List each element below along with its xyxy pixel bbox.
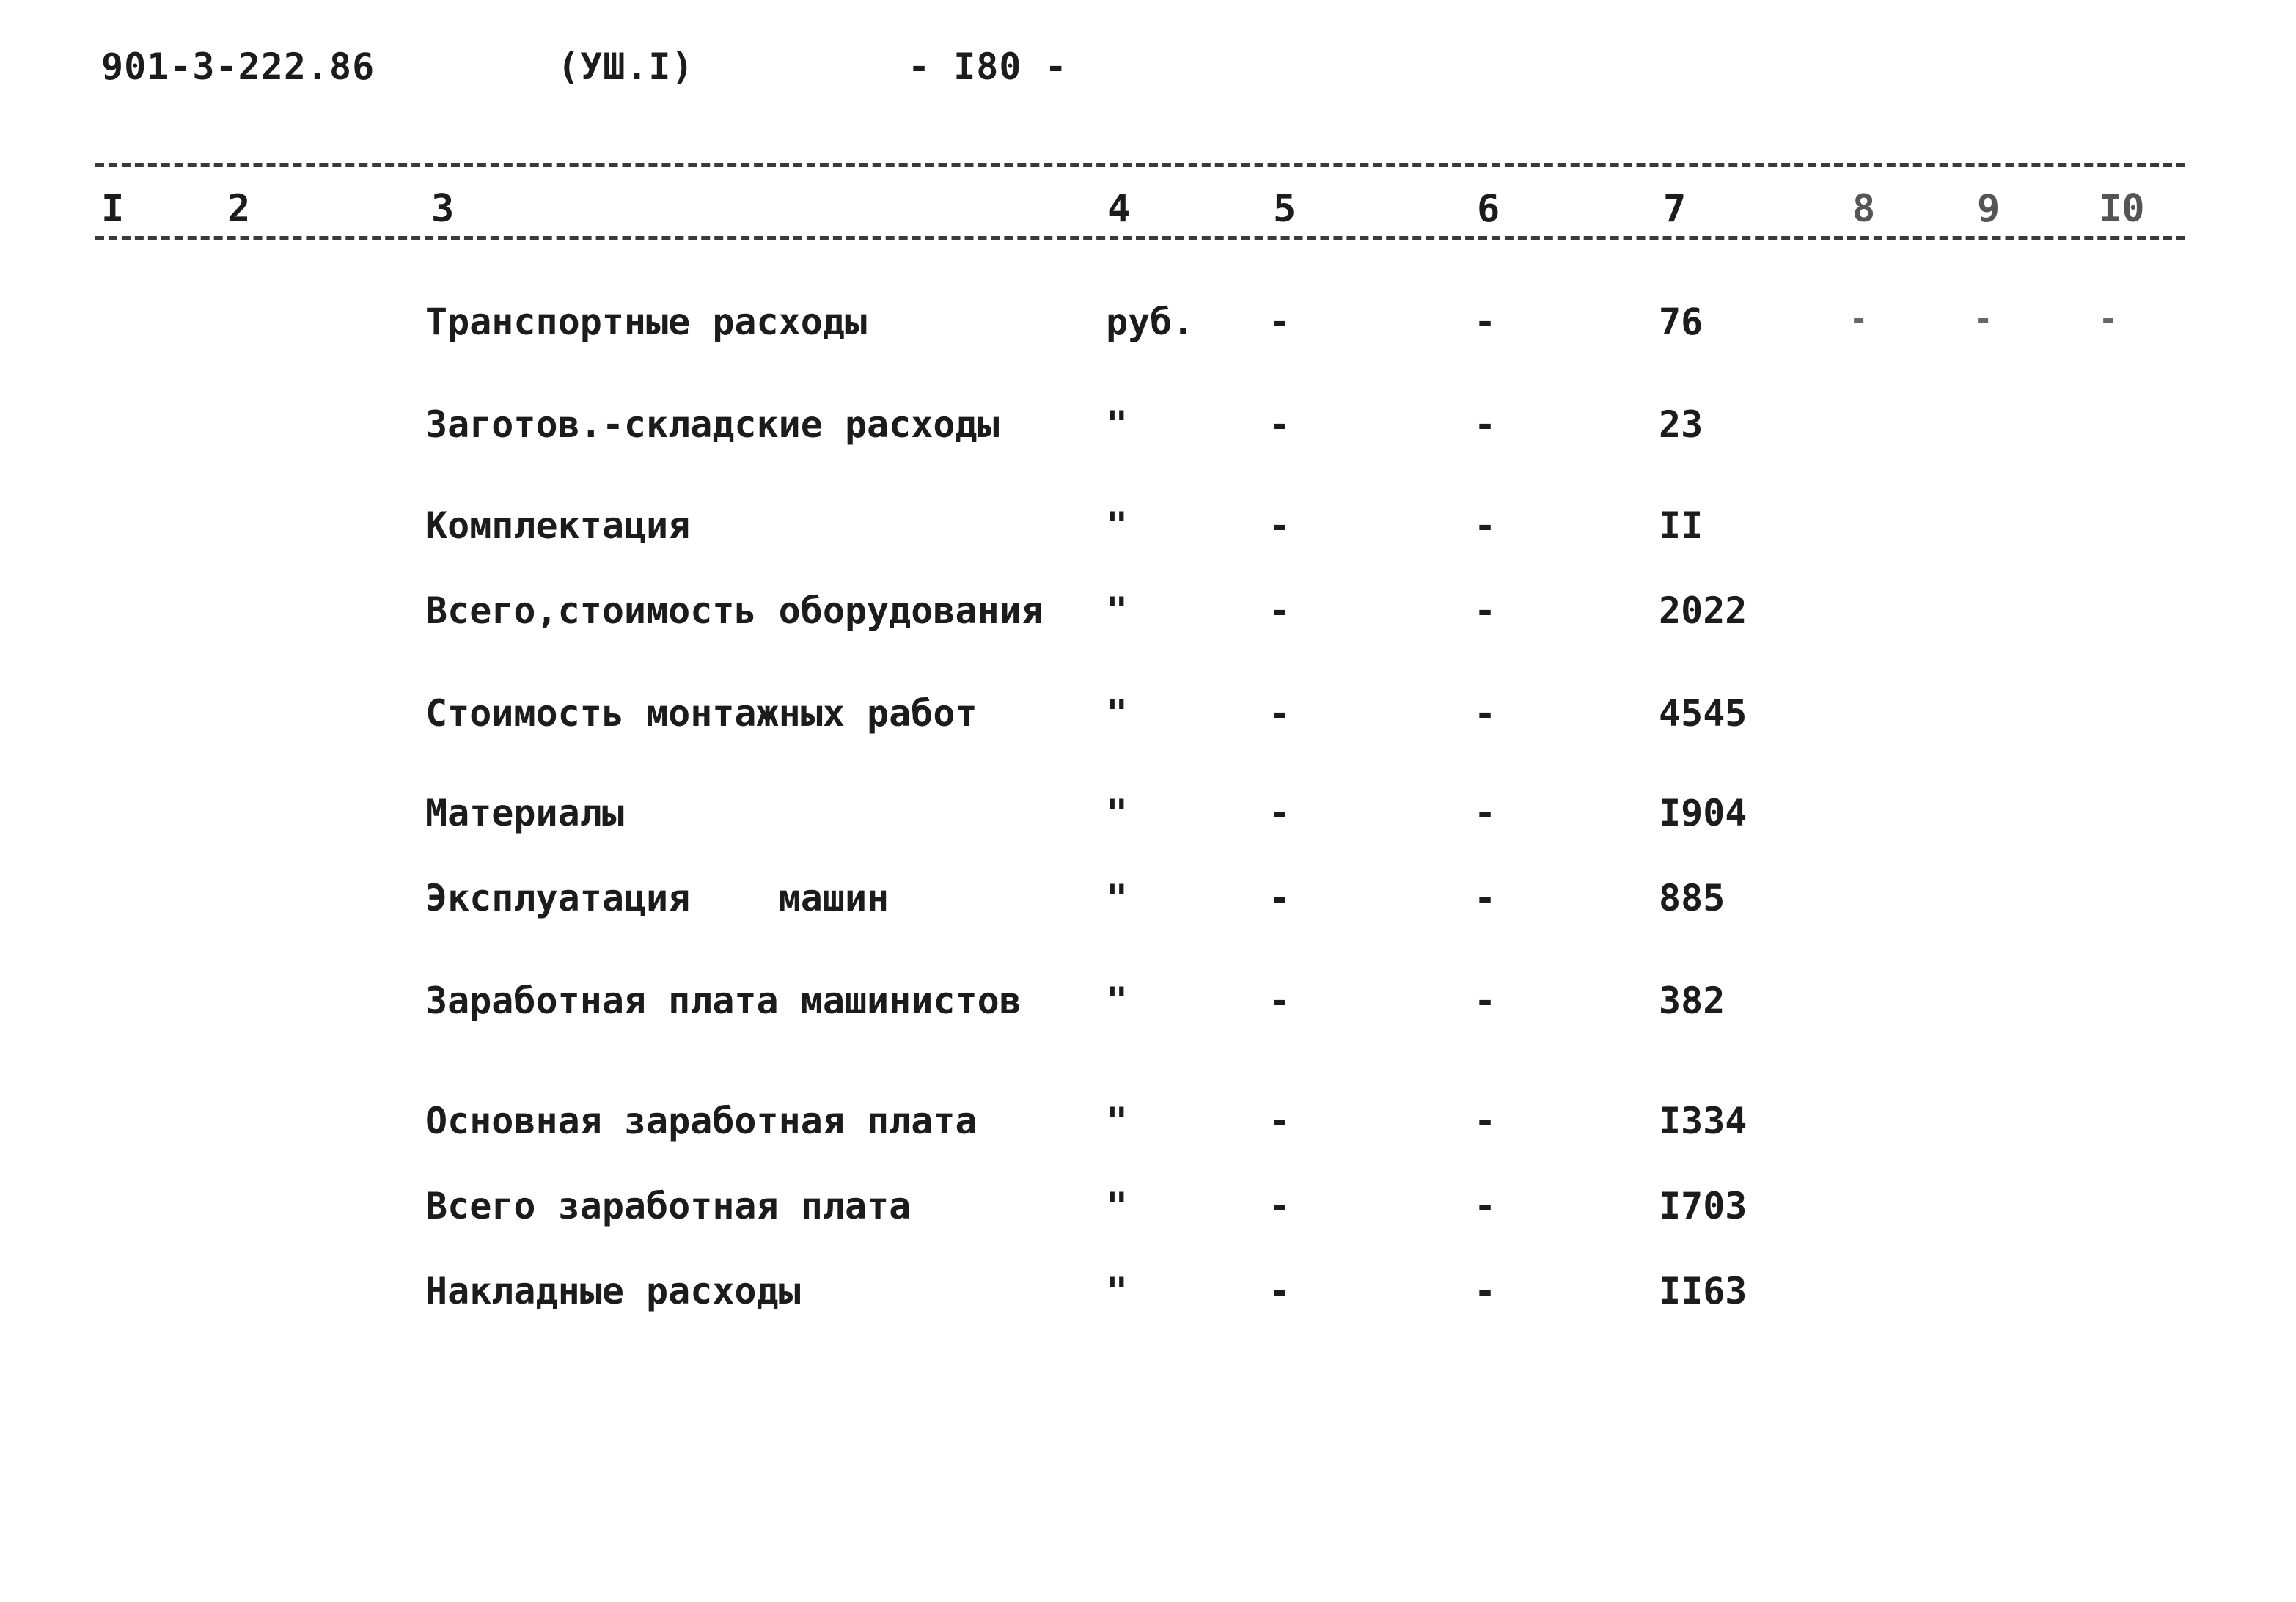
column-number-5: 5: [1273, 187, 1296, 231]
row-col5: -: [1269, 1270, 1291, 1312]
row-unit: ": [1106, 980, 1129, 1022]
row-name: Стоимость монтажных работ: [425, 692, 978, 735]
row-name: Всего,стоимость оборудования: [425, 589, 1044, 632]
table-row: [0, 877, 2296, 928]
table-row: [0, 1185, 2296, 1236]
table-row: [0, 980, 2296, 1031]
table-row: [0, 589, 2296, 641]
row-name: Всего заработная плата: [425, 1185, 912, 1227]
row-col6: -: [1474, 1185, 1497, 1227]
column-number-3: 3: [431, 187, 455, 231]
column-number-7: 7: [1663, 187, 1687, 231]
row-col6: -: [1474, 877, 1497, 919]
row-col7-value: 885: [1659, 877, 1725, 919]
row-name: Эксплуатация машин: [425, 877, 890, 919]
page-number: - I80 -: [908, 45, 1068, 88]
table-row: [0, 692, 2296, 743]
row-col5: -: [1269, 589, 1291, 632]
row-name: Накладные расходы: [425, 1270, 801, 1312]
section-label: (УШ.I): [557, 45, 694, 88]
column-number-9: 9: [1977, 187, 2000, 231]
row-col5: -: [1269, 504, 1291, 547]
table-row: [0, 792, 2296, 843]
row-unit: ": [1106, 589, 1129, 632]
row-col6: -: [1474, 1100, 1497, 1142]
column-number-8: 8: [1852, 187, 1876, 231]
row-col5: -: [1269, 301, 1291, 343]
row-name: Заработная плата машинистов: [425, 980, 1022, 1022]
table-row: [0, 403, 2296, 455]
row-unit: ": [1106, 877, 1129, 919]
row-col6: -: [1474, 1270, 1497, 1312]
row-col6: -: [1474, 504, 1497, 547]
row-unit: руб.: [1106, 301, 1195, 343]
row-col6: -: [1474, 403, 1497, 446]
row-col7-value: 23: [1659, 403, 1703, 446]
row-col7-value: 382: [1659, 980, 1725, 1022]
row-unit: ": [1106, 504, 1129, 547]
row-col5: -: [1269, 692, 1291, 735]
column-number-1: I: [101, 187, 125, 231]
row-col5: -: [1269, 1100, 1291, 1142]
row-col6: -: [1474, 589, 1497, 632]
row-col7-value: 2022: [1659, 589, 1747, 632]
row-name: Комплектация: [425, 504, 691, 547]
bottom-dashed-rule: [95, 236, 2185, 240]
row-col6: -: [1474, 692, 1497, 735]
row-col7-value: 4545: [1659, 692, 1747, 735]
row-col7-value: I904: [1659, 792, 1747, 834]
table-row: [0, 504, 2296, 556]
row-col7-value: II: [1659, 504, 1703, 547]
row-unit: ": [1106, 792, 1129, 834]
row-col9: -: [1974, 301, 1993, 337]
row-col6: -: [1474, 792, 1497, 834]
table-row: [0, 1100, 2296, 1151]
row-col5: -: [1269, 403, 1291, 446]
row-unit: ": [1106, 1185, 1129, 1227]
column-number-2: 2: [227, 187, 251, 231]
row-col5: -: [1269, 1185, 1291, 1227]
doc-code: 901-3-222.86: [101, 45, 375, 88]
row-col8: -: [1849, 301, 1868, 337]
row-col7-value: I703: [1659, 1185, 1747, 1227]
row-col5: -: [1269, 792, 1291, 834]
row-col6: -: [1474, 301, 1497, 343]
row-col7-value: I334: [1659, 1100, 1747, 1142]
row-col7-value: 76: [1659, 301, 1703, 343]
row-col10: -: [2099, 301, 2118, 337]
column-number-6: 6: [1477, 187, 1500, 231]
table-row: [0, 1270, 2296, 1321]
row-col6: -: [1474, 980, 1497, 1022]
row-unit: ": [1106, 692, 1129, 735]
row-col7-value: II63: [1659, 1270, 1747, 1312]
column-number-10: I0: [2099, 187, 2145, 231]
row-name: Основная заработная плата: [425, 1100, 978, 1142]
row-unit: ": [1106, 1100, 1129, 1142]
row-unit: ": [1106, 1270, 1129, 1312]
row-col5: -: [1269, 980, 1291, 1022]
table-row: [0, 301, 2296, 352]
row-unit: ": [1106, 403, 1129, 446]
column-number-4: 4: [1107, 187, 1131, 231]
row-name: Заготов.-складские расходы: [425, 403, 1000, 446]
row-name: Транспортные расходы: [425, 301, 868, 343]
top-dashed-rule: [95, 163, 2185, 167]
row-col5: -: [1269, 877, 1291, 919]
row-name: Материалы: [425, 792, 624, 834]
